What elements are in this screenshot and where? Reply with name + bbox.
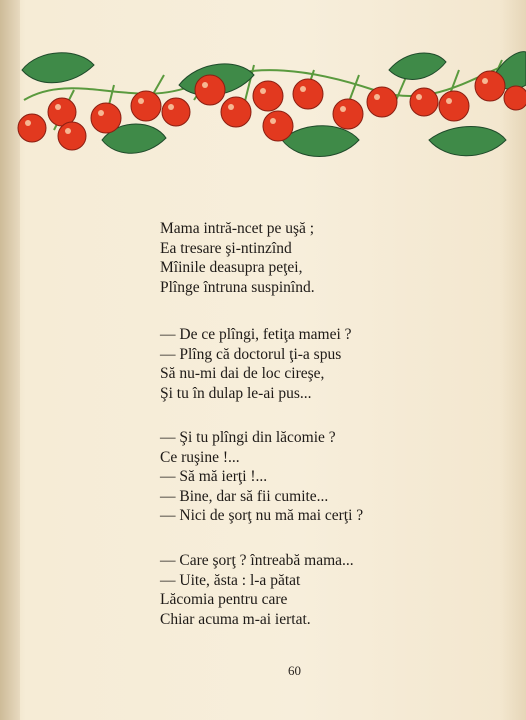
poem-line: Mama intră-ncet pe uşă ; bbox=[160, 220, 315, 237]
poem-line: Ce ruşine !... bbox=[160, 448, 240, 466]
poem-line: Să nu-mi dai de loc cireşe, bbox=[160, 365, 325, 382]
poem-line: Mîinile deasupra peţei, bbox=[160, 259, 303, 276]
stanza-1 bbox=[160, 219, 315, 297]
poem-line: Ea tresare şi-ntinzînd bbox=[160, 239, 292, 257]
stanza-3 bbox=[160, 428, 363, 526]
poem-line: — De ce plîngi, fetiţa mamei ? bbox=[160, 326, 352, 343]
poem-line: Chiar acuma m-ai iertat. bbox=[160, 610, 311, 628]
poem-line: — Care şorţ ? întreabă mama... bbox=[160, 552, 354, 569]
poem-line: Şi tu în dulap le-ai pus... bbox=[160, 384, 312, 402]
page-number: 60 bbox=[288, 663, 301, 678]
poem-line: — Plîng că doctorul ţi-a spus bbox=[160, 345, 342, 363]
stanza-4 bbox=[160, 551, 354, 629]
poem-line: Lăcomia pentru care bbox=[160, 591, 288, 608]
poem-line: — Şi tu plîngi din lăcomie ? bbox=[160, 429, 336, 446]
poem-line: — Să mă ierţi !... bbox=[160, 468, 268, 485]
stanza-2 bbox=[160, 325, 352, 403]
poem-line: — Nici de şorţ nu mă mai cerţi ? bbox=[160, 507, 364, 524]
cherry-branch-illustration bbox=[14, 30, 526, 180]
poem-line: Plînge întruna suspinînd. bbox=[160, 278, 315, 296]
poem-line: — Uite, ăsta : l-a pătat bbox=[160, 571, 301, 589]
poem-line: — Bine, dar să fii cumite... bbox=[160, 487, 329, 505]
